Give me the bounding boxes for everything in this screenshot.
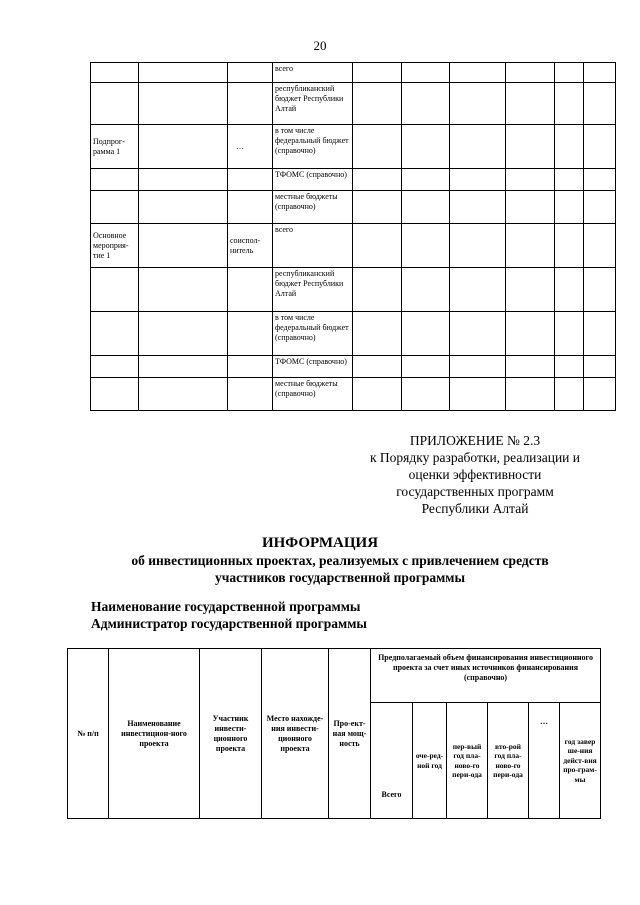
table-cell [353, 268, 402, 312]
funding-source-cell: в том числе федеральный бюджет (справочно) [273, 125, 353, 169]
executor-cell: … [228, 125, 273, 169]
table-cell [555, 83, 584, 125]
executor-cell [228, 378, 273, 411]
funding-source-cell: ТФОМС (справочно) [273, 356, 353, 378]
table-cell [506, 191, 555, 224]
table-cell [402, 378, 450, 411]
table-cell [402, 268, 450, 312]
table-cell [506, 378, 555, 411]
table-cell [555, 224, 584, 268]
table-cell [555, 378, 584, 411]
table-cell [402, 169, 450, 191]
row-label-cell [91, 63, 139, 83]
table-cell [584, 191, 616, 224]
table-cell [584, 356, 616, 378]
header-project-name: Наименование инвестицион-ного проекта [109, 649, 200, 819]
table-cell [555, 125, 584, 169]
table-cell [506, 224, 555, 268]
funding-source-cell: республиканский бюджет Республики Алтай [273, 268, 353, 312]
header-funding: Предполагаемый объем финансирования инвестиционного проекта за счет иных источников финансирования (справочно) [371, 649, 601, 703]
table-cell [139, 224, 228, 268]
row-label-cell: Основное мероприя-тие 1 [91, 224, 139, 268]
header-participant: Участник инвести-ционного проекта [200, 649, 262, 819]
table-cell [584, 312, 616, 356]
appendix-line: оценки эффективности [408, 467, 542, 482]
table-cell [450, 312, 506, 356]
table-cell [450, 224, 506, 268]
appendix-line: ПРИЛОЖЕНИЕ № 2.3 [409, 433, 541, 448]
funding-table [90, 62, 616, 411]
table-cell [353, 169, 402, 191]
table-row [91, 312, 616, 356]
table-cell [139, 191, 228, 224]
table-cell [584, 268, 616, 312]
table-cell [353, 63, 402, 83]
table-cell [353, 312, 402, 356]
table-cell [139, 312, 228, 356]
table-cell [402, 224, 450, 268]
page-number: 20 [313, 38, 327, 53]
row-label-cell [91, 191, 139, 224]
header-first-year: пер-вый год пла-ново-го пери-ода [447, 703, 488, 819]
funding-source-cell: всего [273, 63, 353, 83]
appendix-line: к Порядку разработки, реализации и [369, 450, 581, 465]
table-cell [450, 268, 506, 312]
table-cell [402, 356, 450, 378]
program-name-label: Наименование государственной программы [91, 599, 361, 614]
table-cell [555, 268, 584, 312]
table-cell [139, 378, 228, 411]
table-row [91, 378, 616, 411]
table-cell [584, 83, 616, 125]
table-cell [450, 356, 506, 378]
table-cell [506, 63, 555, 83]
table-cell [139, 125, 228, 169]
funding-source-cell: местные бюджеты (справочно) [273, 378, 353, 411]
table-cell [584, 378, 616, 411]
table-row [91, 83, 616, 125]
row-label-cell [91, 378, 139, 411]
funding-source-cell: в том числе федеральный бюджет (справочно) [273, 312, 353, 356]
table-cell [506, 125, 555, 169]
table-cell [584, 63, 616, 83]
table-cell [353, 191, 402, 224]
table-cell [353, 125, 402, 169]
table-cell [402, 125, 450, 169]
table-cell [353, 224, 402, 268]
table-cell [402, 83, 450, 125]
header-dots: … [529, 703, 560, 819]
investment-projects-table [67, 648, 601, 819]
executor-cell [228, 191, 273, 224]
funding-source-cell: всего [273, 224, 353, 268]
info-subtitle [40, 552, 640, 586]
table-cell [402, 312, 450, 356]
funding-source-cell: республиканский бюджет Республики Алтай [273, 83, 353, 125]
program-admin-label: Администратор государственной программы [91, 616, 367, 631]
info-title: ИНФОРМАЦИЯ [261, 535, 379, 551]
table-cell [139, 169, 228, 191]
table-row [91, 63, 616, 83]
appendix-line: Республики Алтай [421, 501, 529, 516]
table-cell [353, 356, 402, 378]
executor-cell [228, 83, 273, 125]
table-cell [506, 169, 555, 191]
table-cell [584, 169, 616, 191]
table-cell [353, 83, 402, 125]
table-cell [139, 268, 228, 312]
executor-cell: соиспол-нитель [228, 224, 273, 268]
header-num: № п/п [68, 649, 109, 819]
info-subtitle-line: об инвестиционных проектах, реализуемых с привлечением средств [131, 553, 549, 568]
table-row [91, 268, 616, 312]
row-label-cell [91, 312, 139, 356]
table-cell [506, 268, 555, 312]
table-cell [402, 63, 450, 83]
table-cell [555, 356, 584, 378]
table-cell [584, 125, 616, 169]
funding-source-cell: местные бюджеты (справочно) [273, 191, 353, 224]
table-cell [584, 224, 616, 268]
header-second-year: вто-рой год пла-ново-го пери-ода [488, 703, 529, 819]
table-cell [402, 191, 450, 224]
executor-cell [228, 268, 273, 312]
row-label-cell [91, 83, 139, 125]
table-cell [555, 169, 584, 191]
table-cell [555, 191, 584, 224]
appendix-block [340, 432, 610, 517]
row-label-cell [91, 169, 139, 191]
row-label-cell [91, 268, 139, 312]
table-row [91, 169, 616, 191]
info-subtitle-line: участников государственной программы [214, 570, 466, 585]
table-cell [555, 63, 584, 83]
funding-source-cell: ТФОМС (справочно) [273, 169, 353, 191]
executor-cell [228, 169, 273, 191]
executor-cell [228, 356, 273, 378]
executor-cell [228, 63, 273, 83]
table-cell [506, 356, 555, 378]
table-cell [450, 83, 506, 125]
row-label-cell [91, 356, 139, 378]
table-row [91, 356, 616, 378]
table-cell [139, 356, 228, 378]
table-cell [450, 378, 506, 411]
table-cell [450, 63, 506, 83]
table-cell [139, 63, 228, 83]
executor-cell [228, 312, 273, 356]
header-completion-year: год завер ше-ния дейст-вия про-грам-мы [560, 703, 601, 819]
header-capacity: Про-ект-ная мощ-ность [329, 649, 371, 819]
table-row [91, 224, 616, 268]
row-label-cell: Подпрог-рамма 1 [91, 125, 139, 169]
table-cell [506, 312, 555, 356]
header-location: Место нахожде-ния инвести-ционного проекта [262, 649, 329, 819]
table-cell [450, 191, 506, 224]
header-total: Всего [371, 703, 413, 819]
appendix-line: государственных программ [396, 484, 554, 499]
table-cell [353, 378, 402, 411]
table-cell [555, 312, 584, 356]
table-cell [450, 169, 506, 191]
header-queue-year: оче-ред-ной год [413, 703, 447, 819]
table-cell [450, 125, 506, 169]
table-cell [139, 83, 228, 125]
table-row [91, 125, 616, 169]
table-cell [506, 83, 555, 125]
table-row [91, 191, 616, 224]
